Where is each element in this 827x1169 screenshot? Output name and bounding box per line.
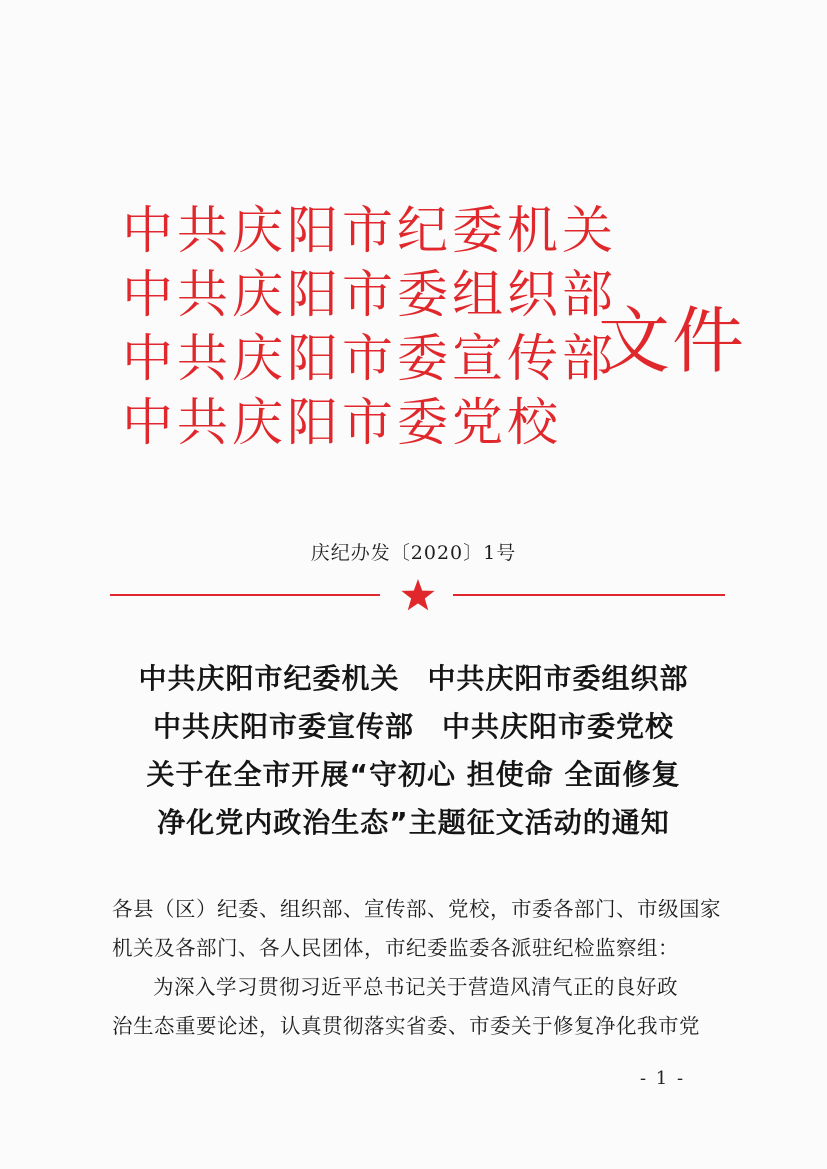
document-number: 庆纪办发〔2020〕1号 [310,542,517,564]
title-issuer: 中共庆阳市委党校 [442,710,675,743]
title-issuer: 中共庆阳市纪委机关 [138,662,400,695]
recipients-line: 机关及各部门、各人民团体，市纪委监委各派驻纪检监察组： [112,936,679,960]
title-line [100,655,727,703]
issuer-line: 中共庆阳市委宣传部 [122,330,618,389]
title-issuer: 中共庆阳市委宣传部 [152,710,414,743]
recipients-line: 各县（区）纪委、组织部、宣传部、党校，市委各部门、市级国家 [112,897,721,921]
title-line: 关于在全市开展“守初心 担使命 全面修复 [146,758,681,791]
star-icon [400,578,436,612]
title-line [100,703,727,751]
body-text [112,890,722,1046]
issuer-list [122,200,618,456]
issuer-line: 中共庆阳市纪委机关 [122,202,618,261]
file-word: 文件 [598,299,747,383]
issuer-line: 中共庆阳市委党校 [122,394,563,453]
title-line: 净化党内政治生态”主题征文活动的通知 [157,806,670,839]
issuer-line: 中共庆阳市委组织部 [122,266,618,325]
body-paragraph-line: 治生态重要论述，认真贯彻落实省委、市委关于修复净化我市党 [112,1014,700,1038]
page-number: - 1 - [640,1068,686,1089]
title-issuer: 中共庆阳市委组织部 [427,662,689,695]
notice-title [100,655,727,847]
divider-line-left [110,594,380,596]
divider-line-right [453,594,725,596]
red-divider [110,584,725,608]
body-paragraph-line: 为深入学习贯彻习近平总书记关于营造风清气正的良好政 [153,975,678,999]
